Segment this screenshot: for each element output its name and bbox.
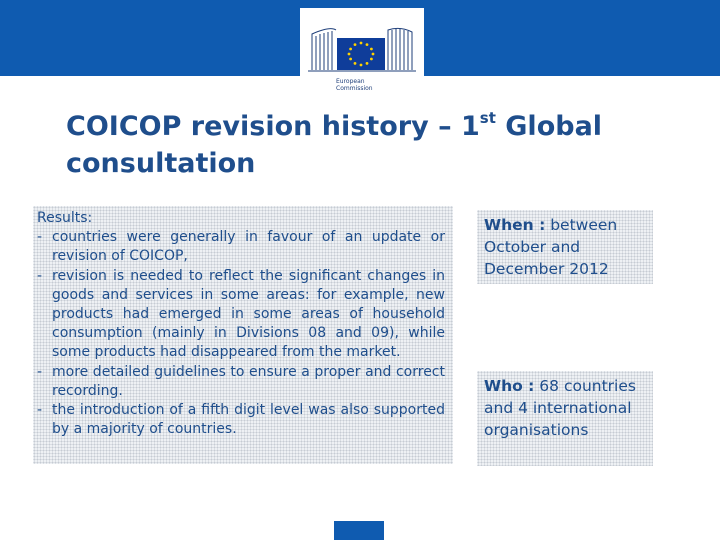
slide-title (66, 108, 706, 182)
results-panel (33, 206, 453, 464)
european-commission-logo (300, 8, 424, 100)
logo-line-1: European (336, 78, 365, 85)
results-heading: Results: (37, 210, 93, 226)
list-item-text: countries were generally in favour of an update or revision of COICOP, (52, 229, 445, 265)
who-box (477, 371, 653, 466)
footer-bar (334, 521, 384, 540)
title-rest: Global consultation (66, 111, 603, 179)
who-label: Who : (484, 377, 535, 395)
logo-line-2: Commission (336, 85, 373, 92)
title-main: COICOP revision history – 1 (66, 111, 480, 142)
who-text: 68 countries and 4 international organisations (484, 377, 636, 439)
list-item-text: more detailed guidelines to ensure a proper and correct recording. (52, 363, 445, 399)
when-box (477, 210, 653, 284)
list-item: - more detailed guidelines to ensure a proper and correct recording. (37, 363, 445, 399)
list-item-text: revision is needed to reflect the significant changes in goods and services in some areas: for example, new products had emerged in some areas of household consumption (mainly in Divisions 08 and 09), while some products had disappeared from the market. (52, 267, 445, 361)
list-item: - revision is needed to reflect the significant changes in goods and services in some areas: for example, new products had emerged in some areas of household consumption (mainly in Divisions 08 and 09), while some products had disappeared from the market. (37, 267, 445, 361)
when-label: When : (484, 216, 546, 234)
title-superscript: st (479, 109, 496, 127)
list-item-text: the introduction of a fifth digit level was also supported by a majority of countries. (52, 402, 445, 438)
list-item: - countries were generally in favour of an update or revision of COICOP, (37, 229, 445, 265)
list-item: - the introduction of a fifth digit level was also supported by a majority of countries. (37, 402, 445, 438)
results-list (37, 228, 445, 439)
when-text: between October and December 2012 (484, 216, 618, 278)
logo-text (336, 78, 373, 92)
